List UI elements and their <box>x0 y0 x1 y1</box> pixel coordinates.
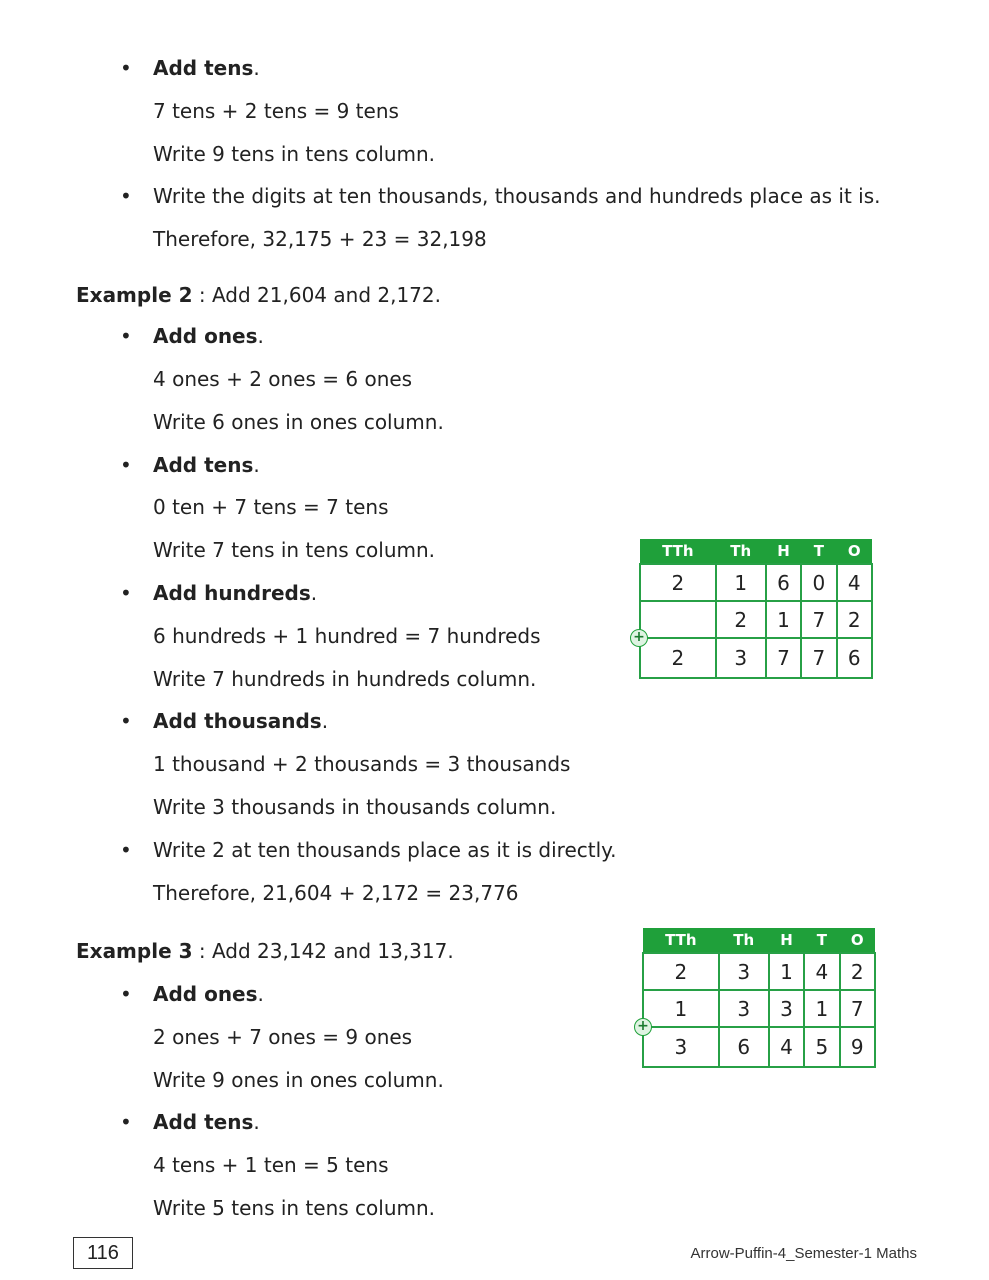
table-cell: 1 <box>716 564 766 601</box>
step-equation: 0 ten + 7 tens = 7 tens <box>153 495 389 519</box>
step-equation: 7 tens + 2 tens = 9 tens <box>153 99 399 123</box>
plus-icon: + <box>634 1018 652 1036</box>
step-equation: 2 ones + 7 ones = 9 ones <box>153 1025 413 1049</box>
table-row <box>640 564 872 601</box>
result-cell: 3 <box>716 638 766 678</box>
result-row <box>643 1027 875 1067</box>
step-instruction: Write 7 hundreds in hundreds column. <box>153 667 537 691</box>
table-row <box>640 601 872 638</box>
column-header: O <box>837 539 872 564</box>
table-cell: 3 <box>769 990 804 1027</box>
place-value-table <box>642 928 876 1068</box>
table-cell: 7 <box>840 990 875 1027</box>
bullet-icon: • <box>120 56 132 80</box>
therefore-line: Therefore, 32,175 + 23 = 32,198 <box>153 227 487 251</box>
result-row <box>640 638 872 678</box>
result-cell: 4 <box>769 1027 804 1067</box>
step-equation: 4 tens + 1 ten = 5 tens <box>153 1153 389 1177</box>
step-equation: 1 thousand + 2 thousands = 3 thousands <box>153 752 571 776</box>
step-heading: Add ones. <box>153 982 264 1006</box>
result-cell: 2 <box>640 638 716 678</box>
therefore-line: Therefore, 21,604 + 2,172 = 23,776 <box>153 881 519 905</box>
column-header: TTh <box>640 539 716 564</box>
bullet-icon: • <box>120 184 132 208</box>
table-cell: 1 <box>766 601 801 638</box>
table-cell: 6 <box>766 564 801 601</box>
table-header-row <box>643 928 875 953</box>
table-cell: 1 <box>643 990 719 1027</box>
step-instruction: Write 5 tens in tens column. <box>153 1196 436 1220</box>
plus-icon: + <box>630 629 648 647</box>
bullet-icon: • <box>120 1110 132 1134</box>
bullet-icon: • <box>120 581 132 605</box>
place-value-table <box>639 539 873 679</box>
step-heading: Add thousands. <box>153 709 329 733</box>
step-instruction: Write 9 tens in tens column. <box>153 142 436 166</box>
table-cell: 2 <box>643 953 719 990</box>
step-instruction: Write the digits at ten thousands, thousands and hundreds place as it is. <box>153 184 881 208</box>
step-heading: Add tens. <box>153 56 260 80</box>
step-instruction: Write 7 tens in tens column. <box>153 538 436 562</box>
book-title: Arrow-Puffin-4_Semester-1 Maths <box>690 1245 917 1262</box>
column-header: Th <box>719 928 769 953</box>
example-heading: Example 3 : Add 23,142 and 13,317. <box>76 939 454 963</box>
table-header-row <box>640 539 872 564</box>
table-row <box>643 953 875 990</box>
column-header: Th <box>716 539 766 564</box>
column-header: TTh <box>643 928 719 953</box>
table-cell: 3 <box>719 953 769 990</box>
table-cell: 2 <box>840 953 875 990</box>
step-instruction: Write 6 ones in ones column. <box>153 410 444 434</box>
table-cell: 0 <box>801 564 836 601</box>
example-heading: Example 2 : Add 21,604 and 2,172. <box>76 283 441 307</box>
bullet-icon: • <box>120 324 132 348</box>
page-number: 116 <box>73 1237 133 1269</box>
result-cell: 5 <box>804 1027 839 1067</box>
column-header: H <box>766 539 801 564</box>
result-cell: 6 <box>837 638 872 678</box>
table-cell: 7 <box>801 601 836 638</box>
step-heading: Add ones. <box>153 324 264 348</box>
result-cell: 3 <box>643 1027 719 1067</box>
table-cell: 1 <box>804 990 839 1027</box>
step-instruction: Write 3 thousands in thousands column. <box>153 795 557 819</box>
table-cell: 4 <box>837 564 872 601</box>
column-header: T <box>801 539 836 564</box>
result-cell: 9 <box>840 1027 875 1067</box>
column-header: T <box>804 928 839 953</box>
step-instruction: Write 9 ones in ones column. <box>153 1068 444 1092</box>
table-cell: 1 <box>769 953 804 990</box>
step-heading: Add tens. <box>153 1110 260 1134</box>
table-cell <box>640 601 716 638</box>
bullet-icon: • <box>120 838 132 862</box>
step-heading: Add hundreds. <box>153 581 318 605</box>
table-cell: 2 <box>716 601 766 638</box>
result-cell: 7 <box>766 638 801 678</box>
column-header: O <box>840 928 875 953</box>
step-equation: 6 hundreds + 1 hundred = 7 hundreds <box>153 624 541 648</box>
table-cell: 4 <box>804 953 839 990</box>
table-cell: 3 <box>719 990 769 1027</box>
bullet-icon: • <box>120 453 132 477</box>
step-equation: 4 ones + 2 ones = 6 ones <box>153 367 413 391</box>
bullet-icon: • <box>120 982 132 1006</box>
step-heading: Add tens. <box>153 453 260 477</box>
step-instruction: Write 2 at ten thousands place as it is directly. <box>153 838 617 862</box>
table-cell: 2 <box>640 564 716 601</box>
result-cell: 6 <box>719 1027 769 1067</box>
result-cell: 7 <box>801 638 836 678</box>
table-row <box>643 990 875 1027</box>
bullet-icon: • <box>120 709 132 733</box>
table-cell: 2 <box>837 601 872 638</box>
column-header: H <box>769 928 804 953</box>
